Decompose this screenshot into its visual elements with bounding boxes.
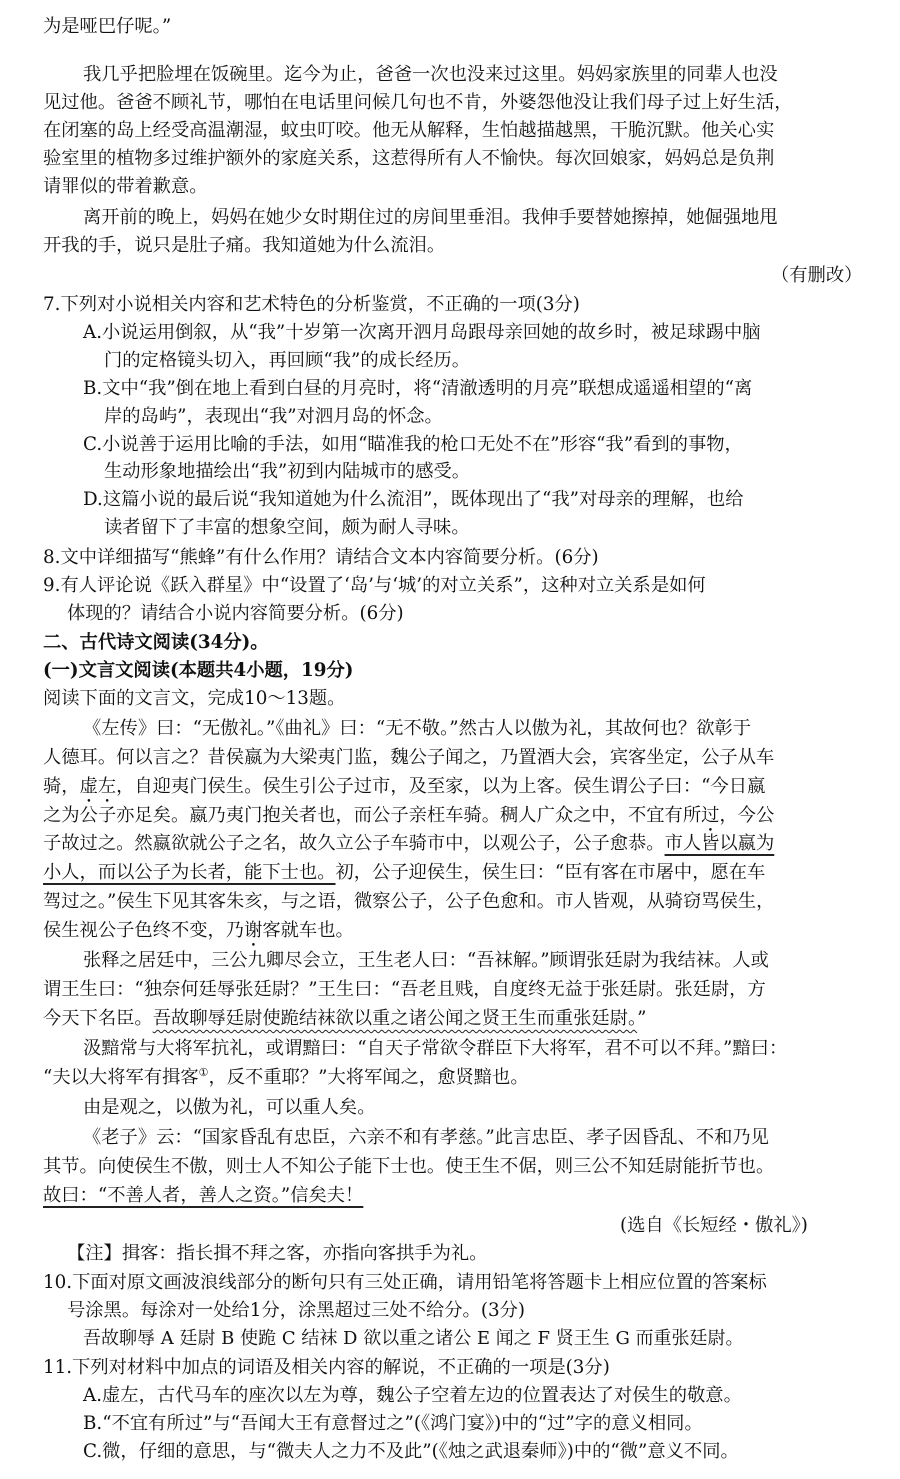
classical-line: 谓王生曰：“独奈何廷辱张廷尉？”王生曰：“吾老且贱，自度终无益于张廷尉。张廷尉，方 [43, 979, 766, 1001]
footnote-marker: ① [198, 1065, 209, 1079]
question-10-options: 吾故聊辱 A 廷尉 B 使跪 C 结袜 D 欲以重之诸公 E 闻之 F 贤王生 G 而重张廷尉。 [83, 1328, 744, 1349]
footnote: 【注】揖客：指长揖不拜之客，亦指向客拱手为礼。 [67, 1243, 488, 1265]
q7-option-d-cont: 读者留下了丰富的想象空间，颇为耐人寻味。 [104, 517, 470, 539]
q7-option-b-cont: 岸的岛屿”，表现出“我”对泗月岛的怀念。 [104, 405, 443, 427]
question-10-stem: 10.下面对原文画波浪线部分的断句只有三处正确，请用铅笔将答题卡上相应位置的答案标 [43, 1272, 767, 1294]
underlined-sentence-2: 故曰：“不善人者，善人之资。”信矣夫！ [43, 1184, 364, 1206]
q7-option-c-cont: 生动形象地描绘出“我”初到内陆城市的感受。 [104, 461, 471, 483]
dotted-word-guo: 过 [701, 804, 720, 826]
classical-line: 驾过之。”侯生下见其客朱亥，与之语，微察公子，公子色愈和。市人皆观，从骑窃骂侯生， [43, 890, 775, 912]
dotted-word-xie: 谢 [244, 919, 263, 941]
classical-line: 人德耳。何以言之？昔侯嬴为大梁夷门监，魏公子闻之，乃置酒大会，宾客坐定，公子从车 [43, 746, 775, 768]
question-11-stem: 11.下列对材料中加点的词语及相关内容的解说，不正确的一项是(3分) [43, 1357, 610, 1378]
classical-line: 侯生视公子色终不变，乃谢客就车也。 [43, 919, 354, 941]
wavy-underlined-sentence: 吾故聊辱廷尉使跪结袜欲以重之诸公闻之贤王生而重张廷尉。 [152, 1008, 638, 1030]
dotted-word-xuzuo: 虚左 [79, 775, 117, 797]
underlined-sentence-cont: 小人，而以公子为长者，能下士也。 [43, 862, 336, 884]
classical-line: 《左传》曰：“无傲礼。”《曲礼》曰：“无不敬。”然古人以傲为礼，其故何也？欲彰于 [83, 718, 752, 740]
classical-line: 骑，虚左，自迎夷门侯生。侯生引公子过市，及至家，以为上客。侯生谓公子曰：“今日嬴 [43, 775, 766, 797]
classical-line: 之为公子亦足矣。嬴乃夷门抱关者也，而公子亲枉车骑。稠人广众之中，不宜有所过，今公 [43, 804, 775, 826]
story-line: 为是哑巴仔呢。” [43, 16, 172, 38]
question-10-stem-cont: 号涂黑。每涂对一处给1分，涂黑超过三处不给分。(3分) [67, 1300, 525, 1322]
q7-option-a-cont: 门的定格镜头切入，再回顾“我”的成长经历。 [104, 349, 471, 371]
classical-line: 汲黯常与大将军抗礼，或谓黯曰：“自天子常欲令群臣下大将军，君不可以不拜。”黯曰： [83, 1037, 788, 1059]
q7-option-a: A.小说运用倒叙，从“我”十岁第一次离开泗月岛跟母亲回她的故乡时，被足球踢中脑 [83, 321, 761, 343]
story-line: 见过他。爸爸不顾礼节，哪怕在电话里问候几句也不肯，外婆怨他没让我们母子过上好生活， [43, 92, 793, 114]
story-line: 在闭塞的岛上经受高温潮湿，蚊虫叮咬。他无从解释，生怕越描越黑，干脆沉默。他关心实 [43, 120, 775, 142]
q11-option-b: B.“不宜有所过”与“吾闻大王有意督过之”(《鸿门宴》)中的“过”字的意义相同。 [83, 1413, 703, 1434]
question-9-cont: 体现的？请结合小说内容简要分析。(6分) [67, 602, 404, 624]
question-8: 8.文中详细描写“熊蜂”有什么作用？请结合文本内容简要分析。(6分) [43, 546, 599, 568]
q7-option-d: D.这篇小说的最后说“我知道她为什么流泪”，既体现出了“我”对母亲的理解，也给 [83, 489, 744, 511]
story-line: 开我的手，说只是肚子痛。我知道她为什么流泪。 [43, 234, 446, 256]
q11-option-a: A.虚左，古代马车的座次以左为尊，魏公子空着左边的位置表达了对侯生的敬意。 [83, 1385, 742, 1406]
classical-line: 子故过之。然嬴欲就公子之名，故久立公子车骑市中，以观公子，公子愈恭。市人皆以嬴为 [43, 833, 775, 855]
classical-line: 今天下名臣。吾故聊辱廷尉使跪结袜欲以重之诸公闻之贤王生而重张廷尉。” [43, 1008, 647, 1030]
reading-instruction: 阅读下面的文言文，完成10～13题。 [43, 688, 346, 710]
classical-line: 小人，而以公子为长者，能下士也。初，公子迎侯生，侯生曰：“臣有客在市屠中，愿在车 [43, 862, 766, 884]
story-line: 离开前的晚上，妈妈在她少女时期住过的房间里垂泪。我伸手要替她擦掉，她倔强地甩 [83, 206, 778, 228]
question-7-stem: 7.下列对小说相关内容和艺术特色的分析鉴赏，不正确的一项(3分) [43, 294, 580, 316]
classical-line: 张释之居廷中，三公九卿尽会立，王生老人曰：“吾袜解。”顾谓张廷尉为我结袜。人或 [83, 950, 769, 972]
story-line: 验室里的植物多过维护额外的家庭关系，这惹得所有人不愉快。每次回娘家，妈妈总是负荆 [43, 148, 775, 170]
source-citation: (选自《长短经・傲礼》) [620, 1214, 808, 1236]
revision-note: （有删改） [771, 265, 863, 287]
story-line: 请罪似的带着歉意。 [43, 175, 208, 197]
story-line: 我几乎把脸埋在饭碗里。迄今为止，爸爸一次也没来过这里。妈妈家族里的同辈人也没 [83, 64, 778, 86]
q7-option-b: B.文中“我”倒在地上看到白昼的月亮时，将“清澈透明的月亮”联想成遥遥相望的“离 [83, 377, 753, 399]
q7-option-c: C.小说善于运用比喻的手法，如用“瞄准我的枪口无处不在”形容“我”看到的事物， [83, 433, 743, 455]
classical-line: 《老子》云：“国家昏乱有忠臣，六亲不和有孝慈。”此言忠臣、孝子因昏乱、不和乃见 [83, 1127, 769, 1149]
q11-option-c: C.微，仔细的意思，与“微夫人之力不及此”(《烛之武退秦师》)中的“微”意义不同。 [83, 1441, 739, 1462]
subsection-heading: (一)文言文阅读(本题共4小题，19分) [43, 660, 354, 682]
classical-line: 其节。向使侯生不傲，则士人不知公子能下士也。使王生不倨，则三公不知廷尉能折节也。 [43, 1155, 775, 1177]
question-9: 9.有人评论说《跃入群星》中“设置了‘岛’与‘城’的对立关系”，这种对立关系是如何 [43, 574, 706, 596]
underlined-sentence: 市人皆以嬴为 [664, 833, 775, 855]
classical-line [43, 1182, 363, 1210]
classical-line: “夫以大将军有揖客①，反不重耶？”大将军闻之，愈贤黯也。 [43, 1065, 529, 1088]
section-heading: 二、古代诗文阅读(34分)。 [43, 632, 269, 654]
classical-line: 由是观之，以傲为礼，可以重人矣。 [83, 1097, 376, 1119]
